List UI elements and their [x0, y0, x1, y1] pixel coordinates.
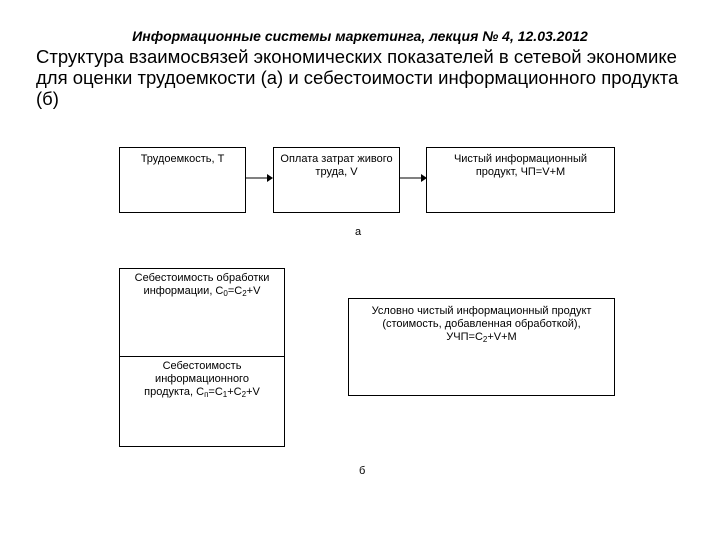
processing-cost-formula: информации, $С_0=С_2+V$ [143, 285, 261, 298]
labor-intensity-box [119, 147, 246, 213]
processing-cost-line1: Себестоимость обработки [134, 272, 270, 284]
live-labor-cost-box [273, 147, 400, 213]
arrow-right-icon [246, 172, 274, 184]
conditional-net-line2: (стоимость, добавленная обработкой), [382, 318, 581, 330]
labor-intensity-label: Трудоемкость, Т [140, 153, 225, 165]
caption-b: б [359, 465, 366, 477]
live-labor-cost-line1: Оплата затрат живого [280, 153, 393, 165]
conditional-net-line1: Условно чистый информационный продукт [371, 305, 592, 317]
slide-title: Структура взаимосвязей экономических показателей в сетевой экономике для оценки трудоемкости (а) и себестоимости информационного продукта (б) [36, 46, 679, 109]
info-product-cost-formula: продукта, $С_п=С_1+С_2+V$ [144, 386, 260, 399]
arrow-right-icon [400, 172, 428, 184]
conditional-net-formula: $УЧП=С_2+V+M$ [446, 331, 517, 344]
info-product-cost-line2: информационного [155, 373, 249, 385]
conditional-net-product-box [348, 298, 615, 396]
net-info-product-box [426, 147, 615, 213]
info-product-cost-box [119, 356, 285, 447]
net-info-product-line2: продукт, ЧП=V+M [475, 166, 566, 178]
live-labor-cost-line2: труда, V [315, 166, 358, 178]
caption-a: а [355, 226, 362, 238]
info-product-cost-line1: Себестоимость [162, 360, 242, 372]
net-info-product-line1: Чистый информационный [453, 153, 588, 165]
lecture-header: Информационные системы маркетинга, лекция № 4, 12.03.2012 [132, 28, 588, 44]
processing-cost-box [119, 268, 285, 357]
